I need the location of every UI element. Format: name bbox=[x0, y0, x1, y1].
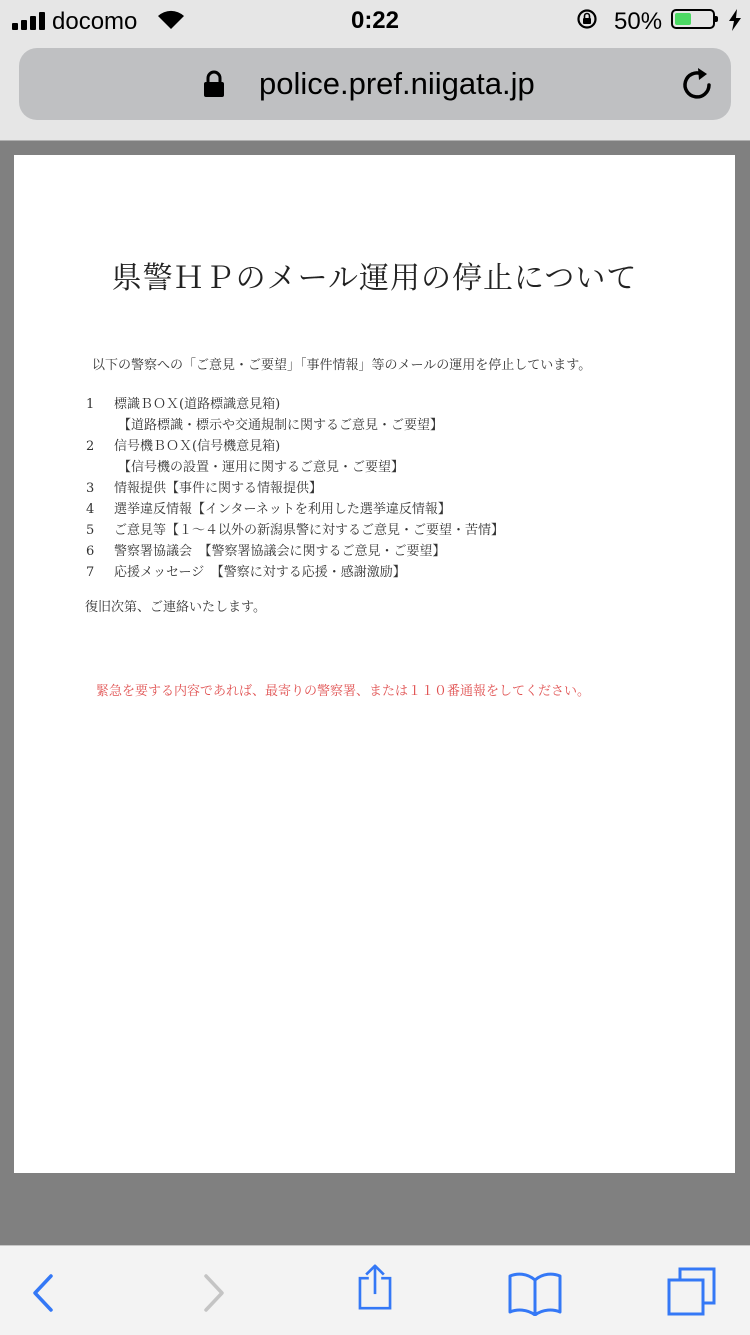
list-item-detail: 【道路標識・標示や交通規制に関するご意見・ご要望】 bbox=[118, 418, 444, 433]
carrier-name: docomo bbox=[52, 8, 138, 35]
tabs-icon[interactable] bbox=[666, 1266, 718, 1318]
rotation-lock-icon bbox=[576, 8, 598, 30]
lock-icon bbox=[203, 70, 225, 98]
clock: 0:22 bbox=[350, 7, 400, 34]
browser-toolbar bbox=[0, 1245, 750, 1335]
url-text[interactable]: police.pref.niigata.jp bbox=[259, 66, 535, 101]
browser-header bbox=[0, 40, 750, 141]
battery-percentage: 50% bbox=[614, 8, 663, 35]
discontinued-list bbox=[86, 394, 504, 583]
list-item: 4 選挙違反情報【インターネットを利用した選挙違反情報】 bbox=[86, 502, 451, 517]
status-bar bbox=[0, 0, 750, 40]
address-bar[interactable] bbox=[19, 48, 731, 120]
web-page bbox=[14, 155, 735, 1173]
page-title: 県警ＨＰのメール運用の停止について bbox=[111, 261, 638, 296]
charging-bolt-icon bbox=[728, 9, 742, 31]
share-icon[interactable] bbox=[352, 1264, 398, 1310]
closing-text: 復旧次第、ご連絡いたします。 bbox=[85, 600, 266, 615]
list-item: 1 標識ＢＯＸ(道路標識意見箱) bbox=[86, 397, 281, 412]
list-item: 2 信号機ＢＯＸ(信号機意見箱) bbox=[86, 439, 281, 454]
reload-icon[interactable] bbox=[678, 66, 716, 104]
back-icon[interactable] bbox=[21, 1270, 67, 1316]
emergency-notice: 緊急を要する内容であれば、最寄りの警察署、または１１０番通報をしてください。 bbox=[96, 684, 591, 699]
list-item: 5 ご意見等【１～４以外の新潟県警に対するご意見・ご要望・苦情】 bbox=[86, 523, 505, 538]
list-item: 7 応援メッセージ 【警察に対する応援・感謝激励】 bbox=[86, 565, 406, 580]
list-item-detail: 【信号機の設置・運用に関するご意見・ご要望】 bbox=[118, 460, 405, 475]
list-item: 3 情報提供【事件に関する情報提供】 bbox=[86, 481, 323, 496]
forward-icon[interactable] bbox=[190, 1270, 236, 1316]
list-item: 6 警察署協議会 【警察署協議会に関するご意見・ご要望】 bbox=[86, 544, 446, 559]
bookmarks-icon[interactable] bbox=[507, 1270, 563, 1316]
intro-text: 以下の警察への「ご意見・ご要望」「事件情報」等のメールの運用を停止しています。 bbox=[92, 358, 592, 373]
battery-icon bbox=[671, 9, 715, 29]
